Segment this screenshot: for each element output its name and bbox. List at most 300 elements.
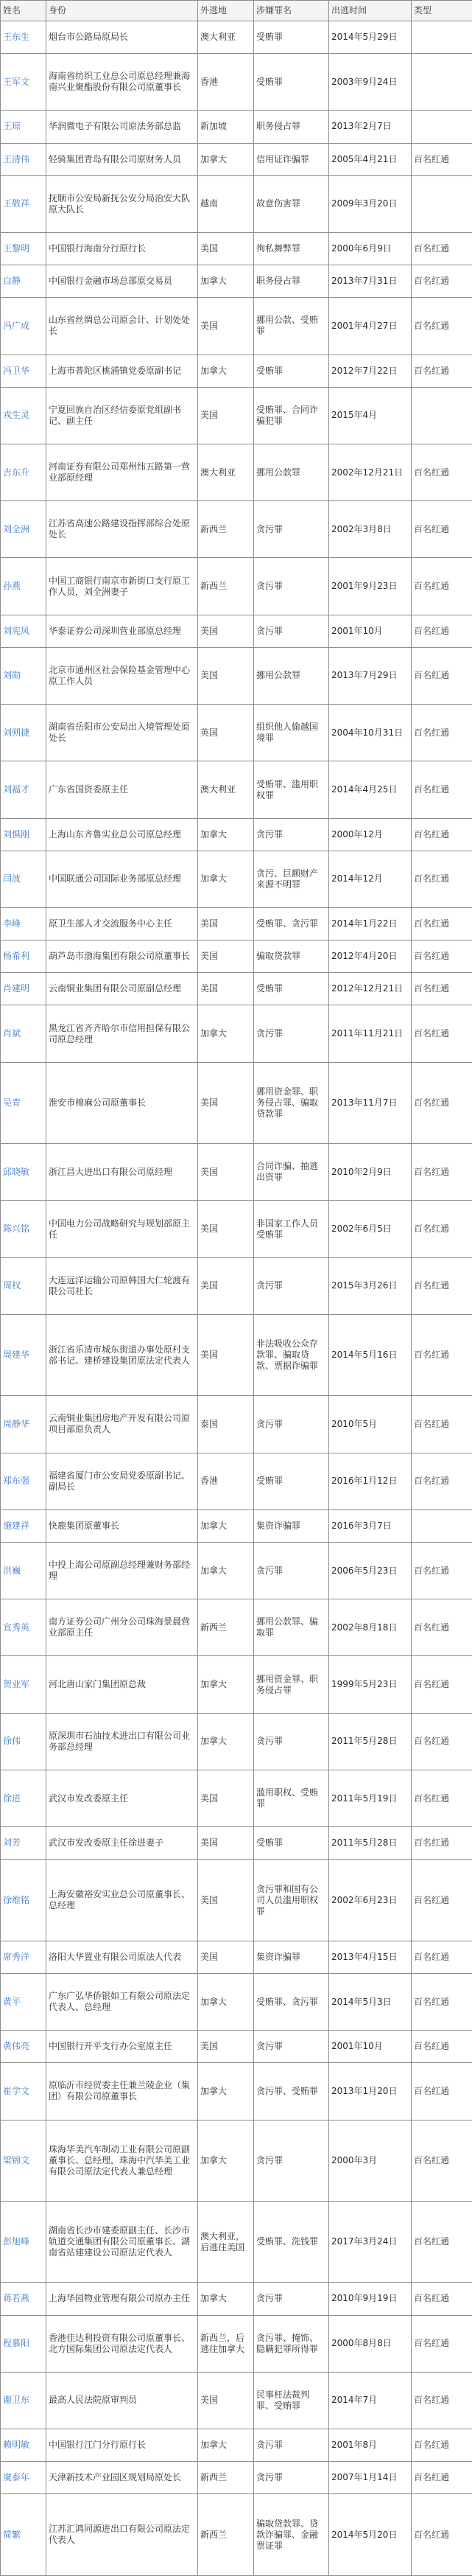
- identity-cell: 抚顺市公安局新抚公安分局治安大队原大队长: [46, 175, 198, 232]
- charges-cell: 滥用职权、受贿罪: [254, 1770, 329, 1827]
- type-cell: 百名红通: [412, 2063, 472, 2120]
- identity-cell: 上海华园物业管理有限公司原办主任: [46, 2283, 198, 2315]
- name-cell: 刘勋: [1, 647, 46, 704]
- flee-time-cell: 2004年10月31日: [329, 705, 412, 761]
- charges-cell: 受贿罪、贪污罪: [254, 1973, 329, 2030]
- charges-cell: 合同诈骗、抽逃出资罪: [254, 1144, 329, 1201]
- flee-location-cell: 美国: [198, 387, 254, 444]
- table-row: [1, 1713, 472, 1770]
- table-row: [1, 2494, 472, 2576]
- flee-location-cell: 美国: [198, 1314, 254, 1395]
- type-cell: 百名红通: [412, 501, 472, 558]
- flee-location-cell: 美国: [198, 940, 254, 973]
- flee-location-cell: 美国: [198, 1257, 254, 1314]
- header-type: 类型: [412, 1, 472, 21]
- flee-location-cell: 加拿大: [198, 1542, 254, 1599]
- flee-location-cell: 美国: [198, 1201, 254, 1257]
- flee-time-cell: 2015年3月26日: [329, 1257, 412, 1314]
- flee-time-cell: 2016年3月7日: [329, 1509, 412, 1542]
- flee-location-cell: 加拿大: [198, 1656, 254, 1713]
- type-cell: 百名红通: [412, 2494, 472, 2576]
- table-row: [1, 1062, 472, 1143]
- table-row: [1, 298, 472, 355]
- name-cell: 谢卫东: [1, 2372, 46, 2429]
- charges-cell: 职务侵占罪: [254, 265, 329, 298]
- charges-cell: 贪污罪: [254, 1542, 329, 1599]
- flee-location-cell: 新西兰，后逃往加拿大: [198, 2315, 254, 2372]
- identity-cell: 中国银行海南分行原行长: [46, 232, 198, 265]
- charges-cell: 受贿罪: [254, 1827, 329, 1860]
- identity-cell: 洛阳大华置业有限公司原法人代表: [46, 1941, 198, 1973]
- flee-location-cell: 加拿大: [198, 1713, 254, 1770]
- type-cell: 百名红通: [412, 2372, 472, 2429]
- table-row: [1, 232, 472, 265]
- type-cell: [412, 1509, 472, 1542]
- type-cell: 百名红通: [412, 143, 472, 175]
- table-row: [1, 2063, 472, 2120]
- flee-time-cell: 2002年6月23日: [329, 1860, 412, 1941]
- identity-cell: 武汉市发改委原主任徐进妻子: [46, 1827, 198, 1860]
- type-cell: 百名红通: [412, 940, 472, 973]
- table-row: [1, 2315, 472, 2372]
- table-row: [1, 1144, 472, 1201]
- charges-cell: 贪污罪、受贿罪: [254, 2063, 329, 2120]
- type-cell: [412, 21, 472, 54]
- type-cell: 百名红通: [412, 1656, 472, 1713]
- charges-cell: 挪用公款、受贿罪: [254, 298, 329, 355]
- table-row: [1, 21, 472, 54]
- flee-time-cell: 2010年5月: [329, 1396, 412, 1453]
- table-row: [1, 1509, 472, 1542]
- table-row: [1, 265, 472, 298]
- identity-cell: 中投上海公司原副总经理兼财务部经理: [46, 1542, 198, 1599]
- charges-cell: 贪污罪: [254, 1396, 329, 1453]
- identity-cell: 山东省丝绸总公司原会计、计划处处长: [46, 298, 198, 355]
- flee-time-cell: 2015年4月: [329, 387, 412, 444]
- flee-location-cell: 美国: [198, 615, 254, 647]
- flee-time-cell: 2001年10月: [329, 2031, 412, 2063]
- table-row: [1, 1827, 472, 1860]
- flee-location-cell: 澳大利亚，后逃往美国: [198, 2201, 254, 2282]
- charges-cell: 非国家工作人员受贿罪: [254, 1201, 329, 1257]
- flee-location-cell: 新西兰: [198, 1599, 254, 1656]
- type-cell: 百名红通: [412, 2031, 472, 2063]
- name-cell: 王东生: [1, 21, 46, 54]
- identity-cell: 江苏汇鸿同源进出口有限公司原法定代表人: [46, 2494, 198, 2576]
- flee-location-cell: 澳大利亚: [198, 761, 254, 818]
- flee-time-cell: 2014年5月3日: [329, 1973, 412, 2030]
- flee-location-cell: 加拿大: [198, 265, 254, 298]
- charges-cell: 贪污罪: [254, 2462, 329, 2494]
- type-cell: 百名红通: [412, 2429, 472, 2462]
- identity-cell: 中国工商银行南京市新街口支行原工作人员，刘全洲妻子: [46, 558, 198, 615]
- name-cell: 程慕阳: [1, 2315, 46, 2372]
- charges-cell: 贪污罪: [254, 615, 329, 647]
- flee-time-cell: 2000年8月8日: [329, 2315, 412, 2372]
- type-cell: 百名红通: [412, 1062, 472, 1143]
- type-cell: 百名红通: [412, 908, 472, 940]
- identity-cell: 中国银行开平支行办公室原主任: [46, 2031, 198, 2063]
- flee-time-cell: 2014年5月29日: [329, 21, 412, 54]
- flee-time-cell: 2014年4月25日: [329, 761, 412, 818]
- identity-cell: 武汉市发改委原主任: [46, 1770, 198, 1827]
- type-cell: 百名红通: [412, 1314, 472, 1395]
- flee-location-cell: 加拿大: [198, 1005, 254, 1062]
- table-row: [1, 1257, 472, 1314]
- flee-location-cell: 美国: [198, 2372, 254, 2429]
- type-cell: 百名红通: [412, 1860, 472, 1941]
- charges-cell: 受贿罪: [254, 1453, 329, 1509]
- charges-cell: 受贿罪、洗钱罪: [254, 2201, 329, 2282]
- charges-cell: 贪污罪: [254, 1713, 329, 1770]
- name-cell: 简繁: [1, 2494, 46, 2576]
- charges-cell: 集资诈骗罪: [254, 1941, 329, 1973]
- name-cell: 王军文: [1, 54, 46, 111]
- flee-time-cell: 2014年7月: [329, 2372, 412, 2429]
- flee-location-cell: 美国: [198, 232, 254, 265]
- name-cell: 吉东升: [1, 444, 46, 500]
- type-cell: 百名红通: [412, 761, 472, 818]
- flee-location-cell: 泰国: [198, 1396, 254, 1453]
- table-row: [1, 2120, 472, 2201]
- table-row: [1, 1941, 472, 1973]
- type-cell: 百名红通: [412, 2315, 472, 2372]
- flee-location-cell: 加拿大: [198, 143, 254, 175]
- name-cell: 郑东强: [1, 1453, 46, 1509]
- table-row: [1, 705, 472, 761]
- charges-cell: 贪污罪和国有公司人员滥用职权罪: [254, 1860, 329, 1941]
- table-row: [1, 615, 472, 647]
- flee-time-cell: 2013年4月15日: [329, 1941, 412, 1973]
- flee-time-cell: 2001年9月23日: [329, 558, 412, 615]
- charges-cell: 挪用公款罪: [254, 647, 329, 704]
- flee-time-cell: 2002年12月21日: [329, 444, 412, 500]
- identity-cell: 中国银行江门分行原行长: [46, 2429, 198, 2462]
- charges-cell: 贪污罪: [254, 1005, 329, 1062]
- identity-cell: 华泰证券公司深圳营业部原总经理: [46, 615, 198, 647]
- name-cell: 邱晓敏: [1, 1144, 46, 1201]
- name-cell: 洪巍: [1, 1542, 46, 1599]
- type-cell: 百名红通: [412, 1973, 472, 2030]
- identity-cell: 葫芦岛市渤海集团有限公司原董事长: [46, 940, 198, 973]
- flee-time-cell: 2003年9月24日: [329, 54, 412, 111]
- name-cell: 周建华: [1, 1314, 46, 1395]
- table-row: [1, 1396, 472, 1453]
- table-row: [1, 2201, 472, 2282]
- header-flee-location: 外逃地: [198, 1, 254, 21]
- flee-location-cell: 加拿大: [198, 851, 254, 907]
- table-row: [1, 908, 472, 940]
- type-cell: 百名红通: [412, 1599, 472, 1656]
- flee-time-cell: 2002年6月5日: [329, 1201, 412, 1257]
- table-row: [1, 558, 472, 615]
- name-cell: 肖建明: [1, 973, 46, 1005]
- charges-cell: 受贿罪: [254, 54, 329, 111]
- identity-cell: 上海市普陀区桃浦镇党委原副书记: [46, 355, 198, 387]
- identity-cell: 天津新技术产业园区规划局原处长: [46, 2462, 198, 2494]
- charges-cell: 职务侵占罪: [254, 111, 329, 143]
- type-cell: 百名红通: [412, 1941, 472, 1973]
- type-cell: 百名红通: [412, 1396, 472, 1453]
- flee-time-cell: 2005年4月21日: [329, 143, 412, 175]
- flee-time-cell: 2007年1月14日: [329, 2462, 412, 2494]
- charges-cell: 骗取贷款罪: [254, 940, 329, 973]
- flee-location-cell: 美国: [198, 647, 254, 704]
- type-cell: [412, 175, 472, 232]
- name-cell: 刘芳: [1, 1827, 46, 1860]
- name-cell: 徐维铭: [1, 1860, 46, 1941]
- flee-location-cell: 美国: [198, 1827, 254, 1860]
- table-row: [1, 2462, 472, 2494]
- type-cell: 百名红通: [412, 1257, 472, 1314]
- name-cell: 虞泰年: [1, 2462, 46, 2494]
- flee-location-cell: 美国: [198, 1941, 254, 1973]
- type-cell: 百名红通: [412, 1713, 472, 1770]
- charges-cell: 民事枉法裁判罪、受贿罪: [254, 2372, 329, 2429]
- table-row: [1, 355, 472, 387]
- table-row: [1, 2031, 472, 2063]
- charges-cell: 挪用公款罪: [254, 444, 329, 500]
- flee-location-cell: 英国: [198, 705, 254, 761]
- name-cell: 刘福才: [1, 761, 46, 818]
- type-cell: 百名红通: [412, 298, 472, 355]
- name-cell: 梁锦文: [1, 2120, 46, 2201]
- identity-cell: 珠海华美汽车制动工业有限公司原副董事长、总经理，珠海中汽华美工业有限公司原法定代表人兼总经理: [46, 2120, 198, 2201]
- table-row: [1, 973, 472, 1005]
- flee-time-cell: 2000年3月: [329, 2120, 412, 2201]
- name-cell: 白静: [1, 265, 46, 298]
- charges-cell: 信用证诈骗罪: [254, 143, 329, 175]
- identity-cell: 原深圳市石油技术进出口有限公司业务部总经理: [46, 1713, 198, 1770]
- charges-cell: 贪污罪: [254, 501, 329, 558]
- type-cell: 百名红通: [412, 615, 472, 647]
- identity-cell: 广东省国资委原主任: [46, 761, 198, 818]
- name-cell: 刘宪凤: [1, 615, 46, 647]
- identity-cell: 浙江昌大进出口有限公司原经理: [46, 1144, 198, 1201]
- charges-cell: 贪污罪: [254, 2031, 329, 2063]
- type-cell: 百名红通: [412, 232, 472, 265]
- type-cell: 百名红通: [412, 851, 472, 907]
- identity-cell: 广东广弘华侨银如工有限公司原法定代表人、总经理: [46, 1973, 198, 2030]
- identity-cell: 华润微电子有限公司原法务部总监: [46, 111, 198, 143]
- flee-time-cell: 2017年3月24日: [329, 2201, 412, 2282]
- name-cell: 彭旭峰: [1, 2201, 46, 2282]
- charges-cell: 挪用资金罪、职务侵占罪、骗取贷款罪: [254, 1062, 329, 1143]
- charges-cell: 受贿罪、贪污罪: [254, 908, 329, 940]
- header-name: 姓名: [1, 1, 46, 21]
- flee-time-cell: 2001年8月: [329, 2429, 412, 2462]
- flee-location-cell: 美国: [198, 908, 254, 940]
- header-row: [1, 1, 472, 21]
- table-row: [1, 54, 472, 111]
- type-cell: 百名红通: [412, 2283, 472, 2315]
- identity-cell: 河北唐山家门集团原总裁: [46, 1656, 198, 1713]
- name-cell: 李峰: [1, 908, 46, 940]
- flee-time-cell: 2012年12月21日: [329, 973, 412, 1005]
- flee-time-cell: 2013年7月29日: [329, 647, 412, 704]
- name-cell: 施建祥: [1, 1509, 46, 1542]
- identity-cell: 淮安市棉麻公司原董事长: [46, 1062, 198, 1143]
- flee-location-cell: 加拿大: [198, 2063, 254, 2120]
- name-cell: 戎生灵: [1, 387, 46, 444]
- flee-location-cell: 新西兰: [198, 558, 254, 615]
- charges-cell: 受贿罪、滥用职权罪: [254, 761, 329, 818]
- type-cell: 百名红通: [412, 1201, 472, 1257]
- charges-cell: 贪污、巨额财产来源不明罪: [254, 851, 329, 907]
- name-cell: 赖明敏: [1, 2429, 46, 2462]
- flee-location-cell: 新西兰: [198, 2462, 254, 2494]
- identity-cell: 南方证券公司广州分公司珠海景晨营业部原主任: [46, 1599, 198, 1656]
- identity-cell: 河南证券有限公司郑州纬五路第一营业部原经理: [46, 444, 198, 500]
- table-row: [1, 2283, 472, 2315]
- name-cell: 宣秀英: [1, 1599, 46, 1656]
- flee-time-cell: 2016年1月12日: [329, 1453, 412, 1509]
- table-row: [1, 761, 472, 818]
- flee-time-cell: 2014年1月22日: [329, 908, 412, 940]
- identity-cell: 大连远洋运输公司原韩国大仁轮渡有限公司社长: [46, 1257, 198, 1314]
- table-row: [1, 1656, 472, 1713]
- name-cell: 王琼: [1, 111, 46, 143]
- name-cell: 黄平: [1, 1973, 46, 2030]
- flee-location-cell: 澳大利亚: [198, 21, 254, 54]
- charges-cell: 贪污罪: [254, 2120, 329, 2201]
- type-cell: 百名红通: [412, 444, 472, 500]
- charges-cell: 非法吸收公众存款罪、骗取贷款、票据诈骗罪: [254, 1314, 329, 1395]
- charges-cell: 受贿罪: [254, 21, 329, 54]
- table-row: [1, 387, 472, 444]
- table-row: [1, 143, 472, 175]
- flee-time-cell: 2001年4月27日: [329, 298, 412, 355]
- flee-location-cell: 美国: [198, 1770, 254, 1827]
- identity-cell: 北京市通州区社会保险基金管理中心原工作人员: [46, 647, 198, 704]
- table-row: [1, 1542, 472, 1599]
- flee-location-cell: 澳大利亚: [198, 444, 254, 500]
- type-cell: 百名红通: [412, 1144, 472, 1201]
- flee-time-cell: 2010年2月9日: [329, 1144, 412, 1201]
- charges-cell: 贪污罪: [254, 558, 329, 615]
- flee-location-cell: 加拿大: [198, 1973, 254, 2030]
- flee-location-cell: 美国: [198, 1144, 254, 1201]
- flee-location-cell: 美国: [198, 973, 254, 1005]
- charges-cell: 挪用公款罪、骗取罪: [254, 1599, 329, 1656]
- table-row: [1, 1860, 472, 1941]
- name-cell: 王敬祥: [1, 175, 46, 232]
- charges-cell: 集资诈骗罪: [254, 1509, 329, 1542]
- table-row: [1, 1770, 472, 1827]
- name-cell: 王清伟: [1, 143, 46, 175]
- type-cell: 百名红通: [412, 647, 472, 704]
- table-row: [1, 501, 472, 558]
- identity-cell: 云南铜业集团房地产开发有限公司原项目部原负责人: [46, 1396, 198, 1453]
- flee-time-cell: 1999年5月23日: [329, 1656, 412, 1713]
- identity-cell: 轻骑集团青岛有限公司原财务人员: [46, 143, 198, 175]
- flee-location-cell: 香港: [198, 54, 254, 111]
- flee-location-cell: 新西兰: [198, 501, 254, 558]
- table-row: [1, 111, 472, 143]
- table-row: [1, 2372, 472, 2429]
- type-cell: 百名红通: [412, 265, 472, 298]
- flee-time-cell: 2012年4月20日: [329, 940, 412, 973]
- identity-cell: 原临沂市经贸委主任兼兰陵企业（集团）有限公司原董事长: [46, 2063, 198, 2120]
- identity-cell: 浙江省乐清市城东街道办事处原村支部书记、建桥建设集团原法定代表人: [46, 1314, 198, 1395]
- name-cell: 刘朔捷: [1, 705, 46, 761]
- type-cell: 百名红通: [412, 2201, 472, 2282]
- table-row: [1, 1005, 472, 1062]
- flee-time-cell: 2013年1月20日: [329, 2063, 412, 2120]
- type-cell: 百名红通: [412, 1542, 472, 1599]
- name-cell: 贺业军: [1, 1656, 46, 1713]
- flee-time-cell: 2000年12月: [329, 818, 412, 851]
- charges-cell: 贪污罪: [254, 1257, 329, 1314]
- flee-location-cell: 美国: [198, 1860, 254, 1941]
- type-cell: 百名红通: [412, 818, 472, 851]
- charges-cell: 贪污罪: [254, 818, 329, 851]
- flee-time-cell: 2011年5月28日: [329, 1827, 412, 1860]
- flee-location-cell: 新加坡: [198, 111, 254, 143]
- header-charges: 涉嫌罪名: [254, 1, 329, 21]
- name-cell: 冯广成: [1, 298, 46, 355]
- charges-cell: 受贿罪、合同诈骗犯罪: [254, 387, 329, 444]
- table-row: [1, 1201, 472, 1257]
- type-cell: 百名红通: [412, 2462, 472, 2494]
- table-body: [1, 21, 472, 2576]
- flee-location-cell: 加拿大: [198, 2120, 254, 2201]
- flee-location-cell: 越南: [198, 175, 254, 232]
- type-cell: [412, 54, 472, 111]
- type-cell: 百名红通: [412, 973, 472, 1005]
- type-cell: [412, 111, 472, 143]
- name-cell: 席秀洋: [1, 1941, 46, 1973]
- flee-time-cell: 2014年5月16日: [329, 1314, 412, 1395]
- table-row: [1, 851, 472, 907]
- table-row: [1, 1973, 472, 2030]
- flee-time-cell: 2013年2月7日: [329, 111, 412, 143]
- charges-cell: 受贿罪: [254, 973, 329, 1005]
- charges-cell: 徇私舞弊罪: [254, 232, 329, 265]
- flee-location-cell: 新西兰: [198, 2494, 254, 2576]
- flee-location-cell: 加拿大: [198, 2283, 254, 2315]
- flee-time-cell: 2006年5月23日: [329, 1542, 412, 1599]
- identity-cell: 上海山东齐鲁实业总公司原总经理: [46, 818, 198, 851]
- identity-cell: 宁夏回族自治区经信委原党组副书记、副主任: [46, 387, 198, 444]
- name-cell: 肖斌: [1, 1005, 46, 1062]
- flee-location-cell: 美国: [198, 298, 254, 355]
- identity-cell: 湖南省岳阳市公安局出入境管理处原处长: [46, 705, 198, 761]
- identity-cell: 快鹿集团原董事长: [46, 1509, 198, 1542]
- identity-cell: 烟台市公路局原局长: [46, 21, 198, 54]
- identity-cell: 香港佳达利投资有限公司原董事长、北方国际集团公司原法定代表人: [46, 2315, 198, 2372]
- type-cell: 百名红通: [412, 1827, 472, 1860]
- table-row: [1, 1453, 472, 1509]
- name-cell: 刘惧刚: [1, 818, 46, 851]
- table-row: [1, 444, 472, 500]
- table-row: [1, 1599, 472, 1656]
- identity-cell: 中国银行金融市场总部原交易员: [46, 265, 198, 298]
- name-cell: 崔学文: [1, 2063, 46, 2120]
- type-cell: [412, 387, 472, 444]
- flee-time-cell: 2014年12月: [329, 851, 412, 907]
- name-cell: 徐伟: [1, 1713, 46, 1770]
- name-cell: 刘全洲: [1, 501, 46, 558]
- type-cell: 百名红通: [412, 558, 472, 615]
- header-identity: 身份: [46, 1, 198, 21]
- name-cell: 蒋若燕: [1, 2283, 46, 2315]
- name-cell: 冯卫华: [1, 355, 46, 387]
- charges-cell: 组织他人偷越国境罪: [254, 705, 329, 761]
- flee-time-cell: 2002年3月8日: [329, 501, 412, 558]
- identity-cell: 海南省纺织工业总公司原总经理兼海南兴业聚酯股份有限公司原董事长: [46, 54, 198, 111]
- flee-time-cell: 2011年5月19日: [329, 1770, 412, 1827]
